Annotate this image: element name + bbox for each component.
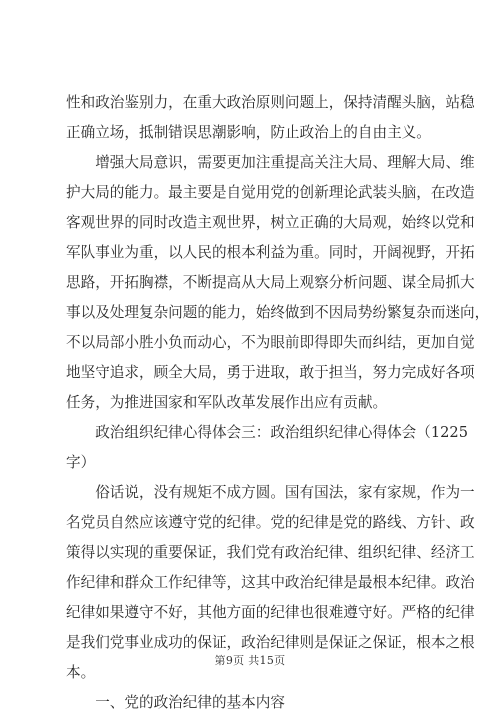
text-line: 思路，开拓胸襟，不断提高从大局上观察分析问题、谋全局抓大 <box>66 274 475 291</box>
document-body <box>66 88 490 718</box>
text-line: 策得以实现的重要保证，我们党有政治纪律、组织纪律、经济工 <box>66 544 475 561</box>
text-line: 名党员自然应该遵守党的纪律。党的纪律是党的路线、方针、政 <box>66 514 475 531</box>
text-line: 地坚守追求，顾全大局，勇于进取，敢于担当，努力完成好各项 <box>66 364 475 381</box>
section-heading-line: 政治组织纪律心得体会三：政治组织纪律心得体会（1225 <box>66 424 468 441</box>
subheading-line: 一、党的政治纪律的基本内容 <box>66 694 285 711</box>
paragraph-start-line: 增强大局意识，需要更加注重提高关注大局、理解大局、维 <box>66 154 475 171</box>
text-line: 性和政治鉴别力，在重大政治原则问题上，保持清醒头脑，站稳 <box>66 94 475 111</box>
text-line: 事以及处理复杂问题的能力，始终做到不因局势纷繁复杂而迷向， <box>66 304 490 321</box>
text-line: 护大局的能力。最主要是自觉用党的创新理论武装头脑，在改造 <box>66 184 475 201</box>
text-line: 任务，为推进国家和军队改革发展作出应有贡献。 <box>66 394 388 411</box>
text-line: 正确立场，抵制错误思潮影响，防止政治上的自由主义。 <box>66 124 431 141</box>
text-line: 纪律如果遵守不好，其他方面的纪律也很难遵守好。严格的纪律 <box>66 604 475 621</box>
text-line: 作纪律和群众工作纪律等，这其中政治纪律是最根本纪律。政治 <box>66 574 475 591</box>
page-number-footer: 第9页 共15页 <box>214 654 286 667</box>
text-line: 本。 <box>66 664 96 681</box>
text-line: 是我们党事业成功的保证，政治纪律则是保证之保证，根本之根 <box>66 634 475 651</box>
paragraph-start-line: 俗话说，没有规矩不成方圆。国有国法，家有家规，作为一 <box>66 484 475 501</box>
text-line: 军队事业为重，以人民的根本利益为重。同时，开阔视野，开拓 <box>66 244 475 261</box>
text-line: 不以局部小胜小负而动心，不为眼前即得即失而纠结，更加自觉 <box>66 334 475 351</box>
section-heading-line: 字） <box>66 454 96 471</box>
text-line: 客观世界的同时改造主观世界，树立正确的大局观，始终以党和 <box>66 214 475 231</box>
